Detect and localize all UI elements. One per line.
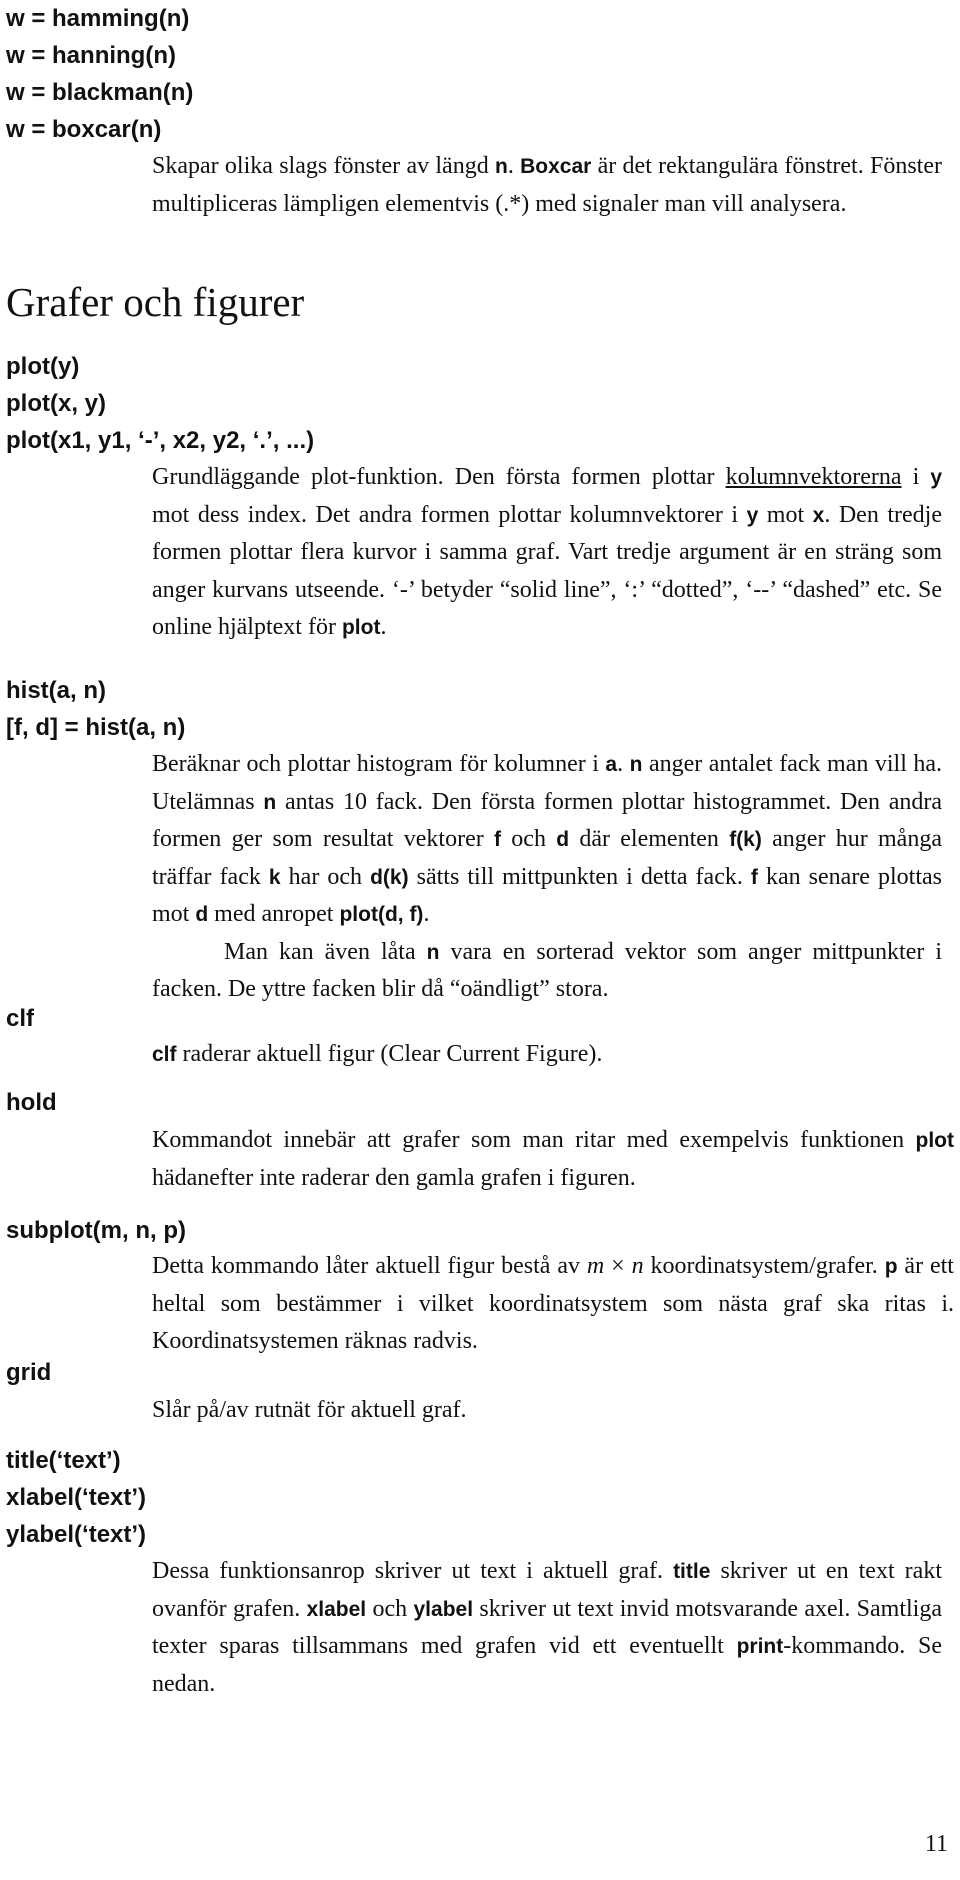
hist-description-note: Man kan även låta n vara en sorterad vektor som anger mittpunkter i facken. De yttre facken blir då “oändligt” stora. bbox=[152, 938, 943, 1002]
clf-description: clf raderar aktuell figur (Clear Current Figure). bbox=[152, 1041, 603, 1067]
labels-description: Dessa funktionsanrop skriver ut text i aktuell graf. title skriver ut en text rakt ovanför grafen. xlabel och ylabel skriver ut text invid motsvarande axel. Samtliga texter sparas tillsammans med grafen vid ett eventuellt print-kommando. Se nedan. bbox=[152, 1558, 942, 1697]
subplot-description: Detta kommando låter aktuell figur bestå av m × n koordinatsystem/grafer. p är ett heltal som bestämmer i vilket koordinatsystem som nästa graf ska ritas i. Koordinatsystemen räknas radvis. bbox=[152, 1253, 954, 1354]
plot-entry bbox=[6, 348, 954, 647]
grid-description: Slår på/av rutnät för aktuell graf. bbox=[152, 1397, 467, 1423]
window-description: Skapar olika slags fönster av längd n. Boxcar är det rektangulära fönstret. Fönster multipliceras lämpligen elementvis (.*) med signaler man vill analysera. bbox=[152, 153, 942, 217]
window-functions-entry bbox=[6, 0, 954, 223]
hist-entry bbox=[6, 672, 954, 1009]
signature-plot-multi: plot(x1, y1, ‘-’, x2, y2, ‘.’, ...) bbox=[6, 427, 315, 454]
signature-blackman: w = blackman(n) bbox=[6, 79, 194, 106]
section-heading: Grafer och figurer bbox=[6, 279, 305, 325]
signature-xlabel: xlabel(‘text’) bbox=[6, 1484, 147, 1511]
hold-description: Kommandot innebär att grafer som man ritar med exempelvis funktionen plot hädanefter inte raderar den gamla grafen i figuren. bbox=[152, 1127, 954, 1191]
plot-description: Grundläggande plot-funktion. Den första formen plottar kolumnvektorerna i y mot dess index. Det andra formen plottar kolumnvektorer i y mot x. Den tredje formen plottar flera kurvor i samma graf. Vart tredje argument är en sträng som anger kurvans utseende. ‘-’ betyder “solid line”, ‘:’ “dotted”, ‘--’ “dashed” etc. Se online hjälptext för plot. bbox=[152, 464, 942, 640]
hist-description: Beräknar och plottar histogram för kolumner i a. n anger antalet fack man vill ha. Utelämnas n antas 10 fack. Den första formen plottar histogrammet. Den andra formen ger som resultat vektorer f och d där elementen f(k) anger hur många träffar fack k har och d(k) sätts till mittpunkten i detta fack. f kan senare plottas mot d med anropet plot(d, f). bbox=[152, 751, 943, 927]
signature-hamming: w = hamming(n) bbox=[6, 5, 190, 32]
signature-plot-y: plot(y) bbox=[6, 353, 80, 380]
signature-hold: hold bbox=[6, 1089, 57, 1116]
page-number: 11 bbox=[924, 1831, 948, 1857]
signature-subplot: subplot(m, n, p) bbox=[6, 1217, 186, 1244]
labels-entry bbox=[6, 1442, 954, 1703]
signature-plot-xy: plot(x, y) bbox=[6, 390, 106, 417]
signature-title: title(‘text’) bbox=[6, 1447, 121, 1474]
signature-clf: clf bbox=[6, 1005, 35, 1032]
signature-ylabel: ylabel(‘text’) bbox=[6, 1521, 147, 1548]
signature-boxcar: w = boxcar(n) bbox=[6, 116, 162, 143]
signature-hanning: w = hanning(n) bbox=[6, 42, 176, 69]
signature-grid: grid bbox=[6, 1359, 52, 1386]
signature-hist: hist(a, n) bbox=[6, 677, 106, 704]
signature-hist-output: [f, d] = hist(a, n) bbox=[6, 714, 186, 741]
